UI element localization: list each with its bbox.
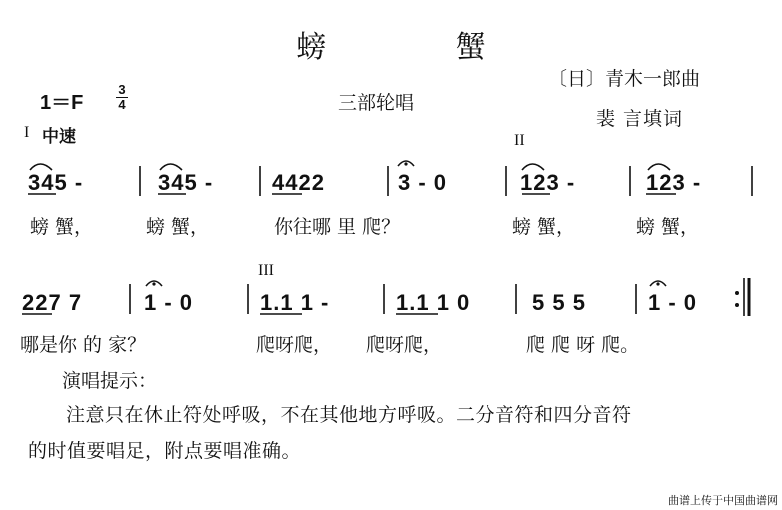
slur: [522, 164, 544, 170]
lyric-1-3: 你往哪 里 爬？: [274, 216, 401, 238]
measure-1-2: 345 -: [158, 170, 214, 195]
measure-1-6: 123 -: [646, 170, 702, 195]
composer-credit: 〔日〕青木一郎曲: [548, 68, 701, 90]
part-marker-1: I: [24, 124, 30, 141]
time-signature-bottom: 4: [118, 97, 126, 112]
measure-2-4: 1.1 1 0: [396, 290, 471, 315]
measure-2-3: 1.1 1 -: [260, 290, 330, 315]
measure-1-1: 345 -: [28, 170, 84, 195]
slur: [648, 164, 670, 170]
time-signature-top: 3: [118, 82, 126, 97]
performance-form: 三部轮唱: [338, 92, 415, 114]
hints-heading: 演唱提示：: [62, 370, 158, 392]
fermata-dot: [404, 162, 407, 165]
measure-2-2: 1 - 0: [144, 290, 194, 315]
lyric-1-1: 螃 蟹，: [30, 216, 94, 238]
part-marker-3: III: [258, 262, 274, 279]
measure-2-5: 5 5 5: [532, 290, 586, 315]
lyric-2-1: 哪是你 的 家？: [20, 334, 147, 356]
measure-1-3: 4422: [272, 170, 325, 195]
slur: [160, 164, 182, 170]
lyric-1-5: 螃 蟹，: [636, 216, 700, 238]
measure-2-6: 1 - 0: [648, 290, 698, 315]
lyric-1-2: 螃 蟹，: [146, 216, 210, 238]
measure-1-5: 123 -: [520, 170, 576, 195]
measure-2-1: 227 7: [22, 290, 83, 315]
measure-1-4: 3 - 0: [398, 170, 448, 195]
repeat-dot: [735, 291, 739, 295]
lyric-2-2: 爬呀爬，: [256, 334, 333, 356]
key-signature: 1＝F: [40, 92, 84, 114]
lyric-2-3: 爬呀爬，: [366, 334, 443, 356]
lyric-1-4: 螃 蟹，: [512, 216, 576, 238]
tempo-marking: 中速: [42, 127, 76, 146]
part-marker-2: II: [514, 132, 525, 149]
hints-text-2: 的时值要唱足，附点要唱准确。: [28, 440, 302, 462]
lyricist-credit: 裴 言填词: [596, 108, 684, 130]
hints-text-1: 注意只在休止符处呼吸，不在其他地方呼吸。二分音符和四分音符: [66, 404, 632, 426]
slur: [30, 164, 52, 170]
song-title: 螃 蟹: [296, 30, 546, 65]
repeat-dot: [735, 303, 739, 307]
site-footer: 曲谱上传于中国曲谱网: [668, 494, 778, 507]
fermata-dot: [152, 282, 155, 285]
fermata-dot: [656, 282, 659, 285]
lyric-2-4: 爬 爬 呀 爬。: [526, 334, 640, 356]
